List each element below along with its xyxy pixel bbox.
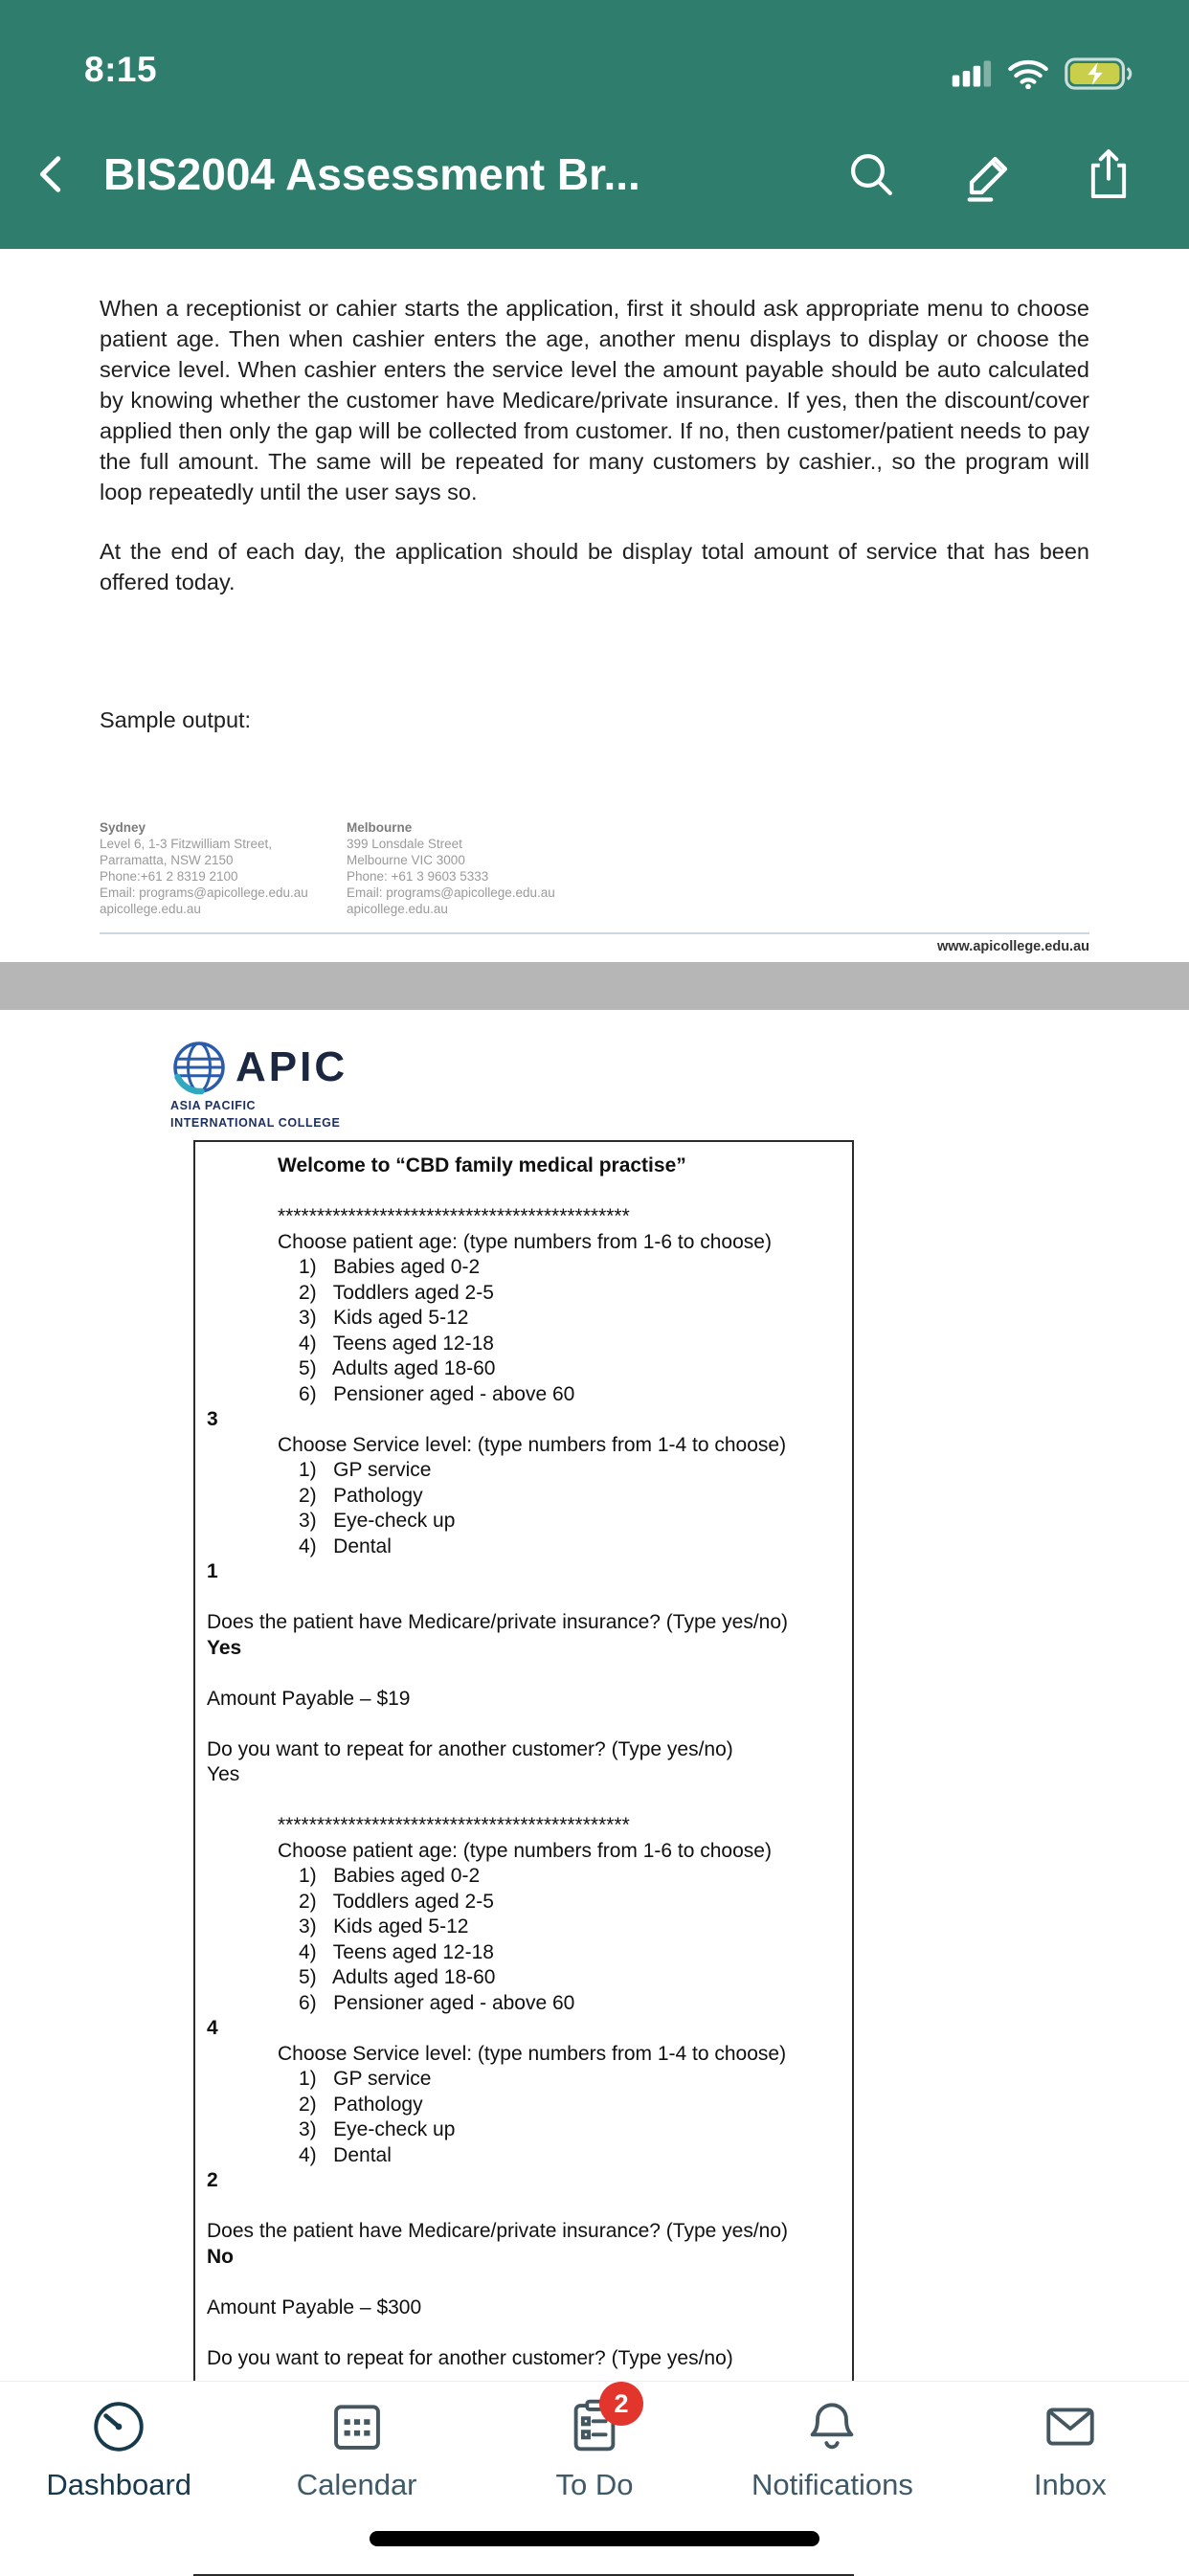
share-icon [1082, 146, 1135, 203]
pdf-page-1 [0, 249, 1189, 962]
tab-label: To Do [555, 2468, 634, 2501]
tab-label: Notifications [751, 2468, 913, 2501]
console-line: 4) Dental [299, 2143, 392, 2166]
console-line: 1) Babies aged 0-2 [299, 1865, 481, 1887]
status-time: 8:15 [84, 50, 158, 89]
tab-label: Inbox [1033, 2468, 1107, 2501]
highlighter-pen-icon [961, 146, 1019, 203]
console-line [195, 1788, 841, 1814]
nav-bar [0, 100, 1189, 249]
console-line: ********************************************* [278, 1205, 630, 1227]
console-line: 5) Adults aged 18-60 [299, 1966, 496, 1988]
todo-clipboard-icon [561, 2388, 629, 2460]
console-line [195, 2270, 841, 2296]
console-line: 6) Pensioner aged - above 60 [299, 1382, 575, 1405]
tab-label: Calendar [296, 2468, 417, 2501]
console-line: Choose Service level: (type numbers from 1-4 to choose) [278, 2042, 787, 2065]
status-icons [952, 57, 1133, 90]
console-line [195, 1179, 841, 1205]
apic-subtitle-1: ASIA PACIFIC [170, 1099, 257, 1112]
console-line: 3) Kids aged 5-12 [299, 1915, 469, 1938]
console-line: 3) Kids aged 5-12 [299, 1307, 469, 1329]
calendar-icon [324, 2393, 391, 2460]
todo-badge: 2 [599, 2382, 643, 2426]
console-line: 3) Eye-check up [299, 1510, 456, 1532]
pdf-page-2 [0, 1010, 1189, 2573]
search-button[interactable] [844, 147, 898, 201]
app-header [0, 0, 1189, 249]
console-line: 1) GP service [299, 2068, 432, 2090]
console-line: Does the patient have Medicare/private insurance? (Type yes/no) [207, 2220, 789, 2242]
console-line: 4 [207, 2017, 218, 2039]
console-line: 1) Babies aged 0-2 [299, 1256, 481, 1278]
bell-icon [798, 2393, 865, 2460]
console-line: 3) Eye-check up [299, 2118, 456, 2140]
console-line: 2) Toddlers aged 2-5 [299, 1281, 494, 1304]
footer-divider [100, 932, 1089, 934]
console-line: No [207, 2245, 234, 2268]
share-button[interactable] [1082, 146, 1135, 203]
console-line: Amount Payable – $300 [207, 2296, 422, 2318]
console-line: 4) Teens aged 12-18 [299, 1332, 494, 1355]
console-line [195, 1661, 841, 1687]
footer-melbourne-address: Melbourne 399 Lonsdale Street Melbourne VIC 3000 Phone: +61 3 9603 5333 Email: programs@apicollege.edu.au apicollege.edu.au [347, 820, 555, 916]
console-line: 4) Dental [299, 1534, 392, 1557]
console-line: 3 [207, 1408, 218, 1430]
console-line: Choose Service level: (type numbers from 1-4 to choose) [278, 1433, 787, 1456]
cellular-signal-icon [952, 59, 992, 88]
console-line: 1 [207, 1560, 218, 1582]
console-line: Yes [207, 1636, 242, 1659]
status-bar [0, 0, 1189, 100]
pdf-footer [100, 819, 1089, 917]
tab-dashboard[interactable] [0, 2382, 237, 2574]
apic-subtitle-2: INTERNATIONAL COLLEGE [170, 1116, 341, 1130]
console-line: Welcome to “CBD family medical practise” [278, 1154, 686, 1176]
search-icon [844, 147, 898, 201]
console-line: 2) Toddlers aged 2-5 [299, 1890, 494, 1913]
console-line: Choose patient age: (type numbers from 1-6 to choose) [278, 1839, 772, 1862]
console-line: Do you want to repeat for another customer? (Type yes/no) [207, 2346, 733, 2369]
page-title: BIS2004 Assessment Br... [103, 149, 640, 199]
apic-wordmark: APIC [236, 1043, 348, 1090]
paragraph-end-of-day: At the end of each day, the application should be display total amount of service that has been offered today. [100, 539, 1089, 594]
console-line: 2 [207, 2169, 218, 2191]
console-line: Amount Payable – $19 [207, 1687, 411, 1710]
console-line: Does the patient have Medicare/private insurance? (Type yes/no) [207, 1611, 789, 1633]
tab-label: Dashboard [46, 2468, 192, 2501]
console-line: Choose patient age: (type numbers from 1-6 to choose) [278, 1230, 772, 1253]
home-indicator[interactable] [370, 2531, 819, 2546]
console-line: 2) Pathology [299, 2093, 423, 2116]
chevron-left-icon [30, 146, 74, 203]
document-scroll-area[interactable] [0, 249, 1189, 2573]
battery-charging-icon [1065, 57, 1133, 90]
apic-logo [170, 1039, 1189, 1131]
console-line: 1) GP service [299, 1459, 432, 1481]
paragraph-application-flow: When a receptionist or cahier starts the application, first it should ask appropriate menu to choose patient age. Then when cashier enters the age, another menu displays to display or choose the service level. When cashier enters the service level the amount payable should be auto calculated by knowing whether the customer have Medicare/private insurance. If yes, then the discount/cover applied then only the gap will be collected from customer. If no, then customer/patient needs to pay the full amount. The same will be repeated for many customers by cashier., so the program will loop repeatedly until the user says so. [100, 296, 1089, 504]
console-line: 5) Adults aged 18-60 [299, 1357, 496, 1379]
console-line [195, 1712, 841, 1737]
page-gap [0, 962, 1189, 1010]
apic-globe-icon [170, 1039, 228, 1096]
console-line: Do you want to repeat for another customer? (Type yes/no) [207, 1737, 733, 1760]
wifi-icon [1007, 58, 1049, 89]
console-line: Yes [207, 1763, 240, 1785]
back-button[interactable] [21, 140, 82, 209]
envelope-icon [1037, 2393, 1104, 2460]
sample-output-label: Sample output: [100, 707, 252, 732]
console-line [195, 2194, 841, 2220]
console-output [193, 1140, 854, 2576]
console-line [195, 2320, 841, 2346]
dashboard-gauge-icon [85, 2393, 152, 2460]
annotate-button[interactable] [961, 146, 1019, 203]
console-line: ********************************************* [278, 1814, 630, 1836]
footer-website: www.apicollege.edu.au [937, 939, 1089, 954]
console-line: 6) Pensioner aged - above 60 [299, 1991, 575, 2014]
tab-inbox[interactable] [952, 2382, 1189, 2574]
footer-sydney-address: Sydney Level 6, 1-3 Fitzwilliam Street, Parramatta, NSW 2150 Phone:+61 2 8319 2100 Email: programs@apicollege.edu.au apicollege.edu.au [100, 820, 308, 916]
console-line: 4) Teens aged 12-18 [299, 1940, 494, 1963]
console-line: 2) Pathology [299, 1484, 423, 1507]
console-line [195, 1585, 841, 1611]
